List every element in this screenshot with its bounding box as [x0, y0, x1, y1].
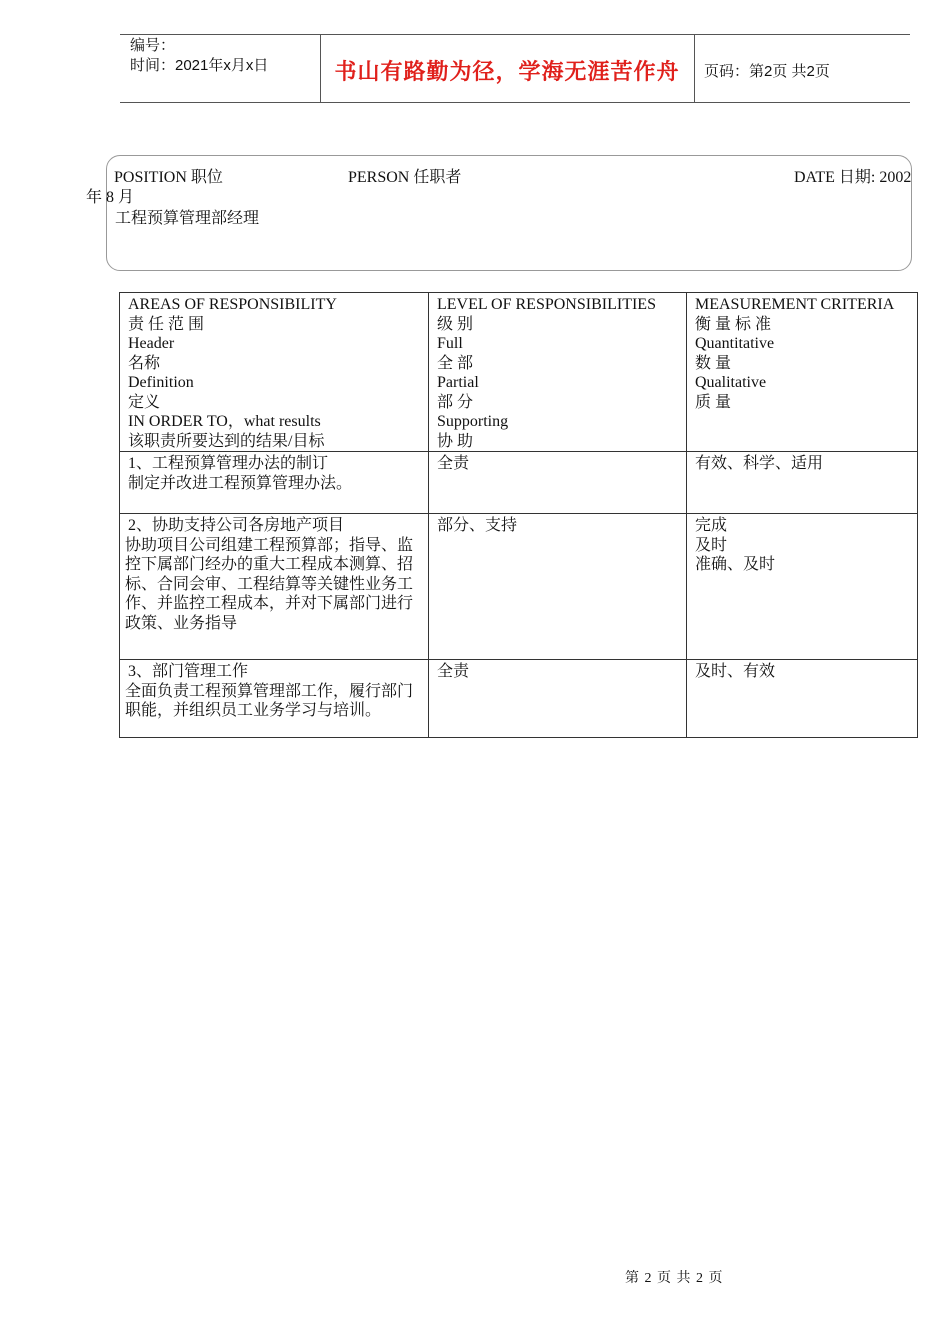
header-line: 名称 [128, 354, 161, 372]
table-row [120, 514, 918, 660]
row-level: 部分、支持 [437, 517, 518, 534]
header-cell-areas [120, 293, 429, 452]
header-line: 部 分 [437, 393, 474, 411]
row-level-cell [429, 514, 687, 660]
header-line: Supporting [437, 413, 509, 430]
row-level-cell [429, 660, 687, 738]
row-title: 2、协助支持公司各房地产项目 [128, 517, 345, 534]
row-description: 协助项目公司组建工程预算部；指导、监控下属部门经办的重大工程成本测算、招标、合同会审、工程结算等关键性业务工作、并监控工程成本，并对下属部门进行政策、业务指导 [125, 536, 414, 632]
person-label: PERSON 任职者 [348, 169, 462, 186]
row-area-cell [120, 452, 429, 514]
row-criteria: 有效、科学、适用 [695, 455, 824, 472]
row-criteria-cell [687, 514, 918, 660]
table-row [120, 660, 918, 738]
table-header-row [120, 293, 918, 452]
row-level-cell [429, 452, 687, 514]
position-label: POSITION 职位 [114, 169, 223, 186]
header-line: 级 别 [437, 315, 474, 333]
header-line: Header [128, 335, 175, 352]
row-criteria: 准确、及时 [695, 556, 776, 573]
row-area-cell [120, 514, 429, 660]
row-criteria: 及时、有效 [695, 663, 776, 680]
header-line: Quantitative [695, 335, 775, 352]
header-line: AREAS OF RESPONSIBILITY [128, 296, 337, 313]
header-bottom-rule [120, 102, 910, 103]
header-line: Qualitative [695, 374, 767, 391]
header-page-number: 页码：第2页 共2页 [704, 63, 830, 80]
header-divider-right [694, 34, 695, 102]
header-line: Definition [128, 374, 194, 391]
header-line: 全 部 [437, 354, 474, 372]
header-line: 衡 量 标 准 [695, 315, 772, 333]
footer-page-number: 第 2 页 共 2 页 [625, 1271, 724, 1286]
row-criteria-cell [687, 452, 918, 514]
header-motto: 书山有路勤为径，学海无涯苦作舟 [334, 59, 680, 84]
row-description: 制定并改进工程预算管理办法。 [128, 474, 353, 492]
row-level: 全责 [437, 663, 470, 680]
header-line: 协 助 [437, 432, 474, 450]
row-criteria-cell [687, 660, 918, 738]
position-value: 工程预算管理部经理 [115, 210, 260, 227]
header-cell-level [429, 293, 687, 452]
date-continuation: 年 8 月 [86, 189, 135, 206]
row-title: 1、工程预算管理办法的制订 [128, 455, 329, 472]
header-line: 该职责所要达到的结果/目标 [128, 432, 325, 450]
table-row [120, 452, 918, 514]
row-level: 全责 [437, 455, 470, 472]
header-line: 数 量 [695, 354, 732, 372]
header-line: LEVEL OF RESPONSIBILITIES [437, 296, 656, 313]
document-time-label: 时间：2021年x月x日 [130, 57, 269, 74]
document-number-label: 编号： [130, 37, 176, 54]
header-top-rule [120, 34, 910, 35]
row-area-cell [120, 660, 429, 738]
header-line: MEASUREMENT CRITERIA [695, 296, 895, 313]
row-description: 全面负责工程预算管理部工作，履行部门职能，并组织员工业务学习与培训。 [125, 682, 414, 719]
header-meta [130, 36, 268, 76]
header-line: Partial [437, 374, 479, 391]
row-criteria: 完成 [695, 517, 728, 534]
date-label: DATE 日期: 2002 [794, 169, 912, 186]
header-line: 责 任 范 围 [128, 315, 205, 333]
responsibilities-table [119, 292, 918, 738]
header-line: IN ORDER TO，what results [128, 413, 321, 430]
header-line: 质 量 [695, 393, 732, 411]
header-cell-criteria [687, 293, 918, 452]
header-line: 定义 [128, 393, 161, 411]
row-criteria: 及时 [695, 536, 728, 554]
header-line: Full [437, 335, 463, 352]
row-title: 3、部门管理工作 [128, 663, 249, 680]
